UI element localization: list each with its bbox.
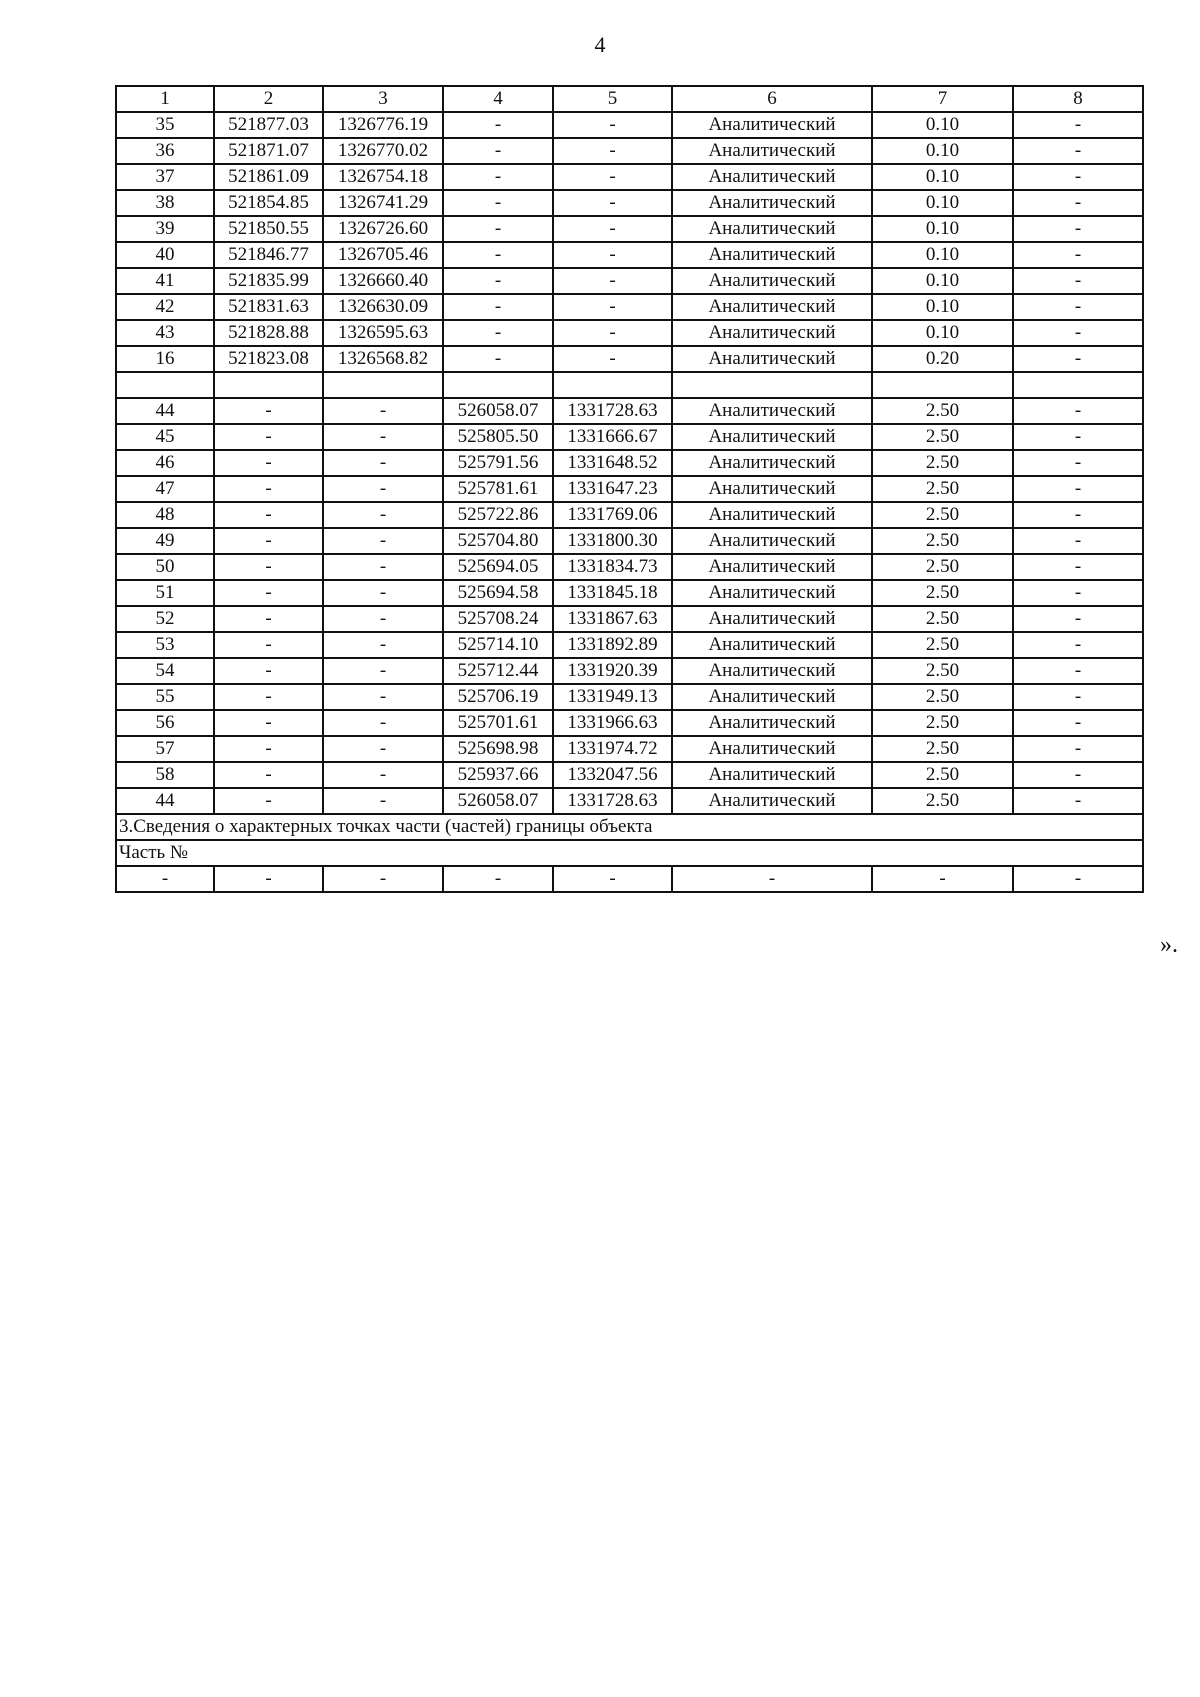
table-row xyxy=(116,268,1143,294)
table-cell: Аналитический xyxy=(672,554,872,580)
table-cell: 0.10 xyxy=(872,190,1013,216)
table-row xyxy=(116,294,1143,320)
empty-cell xyxy=(1013,372,1143,398)
table-cell: - xyxy=(323,788,443,814)
table-cell: 0.10 xyxy=(872,112,1013,138)
section-title-row xyxy=(116,814,1143,840)
table-cell: 2.50 xyxy=(872,684,1013,710)
table-cell: - xyxy=(443,164,553,190)
table-cell: - xyxy=(323,632,443,658)
table-cell: - xyxy=(1013,450,1143,476)
table-cell: 0.10 xyxy=(872,242,1013,268)
table-cell: 1331892.89 xyxy=(553,632,672,658)
table-cell: - xyxy=(1013,268,1143,294)
column-number-row xyxy=(116,86,1143,112)
empty-cell xyxy=(553,372,672,398)
table-cell: Аналитический xyxy=(672,320,872,346)
table-cell: 1326568.82 xyxy=(323,346,443,372)
table-cell: 525714.10 xyxy=(443,632,553,658)
table-cell: - xyxy=(323,684,443,710)
table-cell: 2.50 xyxy=(872,450,1013,476)
table-cell: - xyxy=(443,866,553,892)
table-cell: 0.10 xyxy=(872,268,1013,294)
table-row xyxy=(116,502,1143,528)
table-cell: 2.50 xyxy=(872,788,1013,814)
table-cell: 525791.56 xyxy=(443,450,553,476)
table-cell: 1326726.60 xyxy=(323,216,443,242)
table-cell: 1331800.30 xyxy=(553,528,672,554)
table-cell: 1331920.39 xyxy=(553,658,672,684)
table-cell: - xyxy=(553,216,672,242)
table-cell: - xyxy=(323,554,443,580)
table-row xyxy=(116,216,1143,242)
table-cell: Аналитический xyxy=(672,424,872,450)
table-cell: 525805.50 xyxy=(443,424,553,450)
table-cell: - xyxy=(1013,788,1143,814)
table-cell: 0.10 xyxy=(872,164,1013,190)
table-row xyxy=(116,476,1143,502)
table-cell: - xyxy=(1013,216,1143,242)
table-cell: 2.50 xyxy=(872,554,1013,580)
table-row xyxy=(116,632,1143,658)
table-cell: Аналитический xyxy=(672,580,872,606)
table-cell: - xyxy=(214,684,323,710)
table-cell: 521831.63 xyxy=(214,294,323,320)
table-cell: - xyxy=(323,658,443,684)
table-cell: - xyxy=(553,294,672,320)
table-cell: - xyxy=(553,112,672,138)
table-cell: 0.10 xyxy=(872,138,1013,164)
table-cell: - xyxy=(214,502,323,528)
column-number-cell: 6 xyxy=(672,86,872,112)
table-cell: Аналитический xyxy=(672,528,872,554)
table-row xyxy=(116,346,1143,372)
table-cell: Аналитический xyxy=(672,268,872,294)
table-cell: 2.50 xyxy=(872,398,1013,424)
table-cell: 525694.58 xyxy=(443,580,553,606)
table-cell: 49 xyxy=(116,528,214,554)
table-cell: 2.50 xyxy=(872,502,1013,528)
table-cell: - xyxy=(553,320,672,346)
table-cell: - xyxy=(214,554,323,580)
table-cell: 521871.07 xyxy=(214,138,323,164)
table-row xyxy=(116,762,1143,788)
table-cell: - xyxy=(323,502,443,528)
empty-cell xyxy=(116,372,214,398)
table-cell: - xyxy=(1013,320,1143,346)
table-cell: 41 xyxy=(116,268,214,294)
empty-cell xyxy=(323,372,443,398)
table-cell: 45 xyxy=(116,424,214,450)
table-row xyxy=(116,606,1143,632)
table-cell: - xyxy=(214,580,323,606)
section-title: 3.Сведения о характерных точках части (частей) границы объекта xyxy=(116,814,1143,840)
table-cell: - xyxy=(443,216,553,242)
table-cell: 2.50 xyxy=(872,580,1013,606)
table-cell: - xyxy=(1013,502,1143,528)
table-cell: Аналитический xyxy=(672,710,872,736)
table-cell: - xyxy=(1013,164,1143,190)
table-cell: - xyxy=(323,606,443,632)
table-cell: 1332047.56 xyxy=(553,762,672,788)
table-cell: 47 xyxy=(116,476,214,502)
table-cell: 2.50 xyxy=(872,424,1013,450)
table-cell: 1326595.63 xyxy=(323,320,443,346)
table-row xyxy=(116,190,1143,216)
column-number-cell: 8 xyxy=(1013,86,1143,112)
table-cell: Аналитический xyxy=(672,216,872,242)
table-cell: - xyxy=(214,632,323,658)
table-cell: - xyxy=(1013,424,1143,450)
table-row xyxy=(116,736,1143,762)
table-cell: - xyxy=(553,866,672,892)
table-cell: - xyxy=(1013,606,1143,632)
table-row xyxy=(116,554,1143,580)
table-cell: 50 xyxy=(116,554,214,580)
table-cell: 1326776.19 xyxy=(323,112,443,138)
table-cell: Аналитический xyxy=(672,502,872,528)
table-row xyxy=(116,242,1143,268)
table-cell: 2.50 xyxy=(872,762,1013,788)
table-cell: 521854.85 xyxy=(214,190,323,216)
table-cell: - xyxy=(443,320,553,346)
table-cell: 1331949.13 xyxy=(553,684,672,710)
table-cell: 525698.98 xyxy=(443,736,553,762)
table-cell: - xyxy=(553,138,672,164)
table-cell: 1331728.63 xyxy=(553,398,672,424)
table-cell: - xyxy=(443,268,553,294)
table-cell: 521835.99 xyxy=(214,268,323,294)
table-cell: Аналитический xyxy=(672,606,872,632)
table-cell: 44 xyxy=(116,398,214,424)
table-cell: 1326630.09 xyxy=(323,294,443,320)
table-cell: - xyxy=(553,346,672,372)
boundary-points-table xyxy=(115,85,1144,893)
table-cell: 525708.24 xyxy=(443,606,553,632)
table-cell: - xyxy=(214,762,323,788)
table-cell: - xyxy=(1013,710,1143,736)
table-cell: 1331647.23 xyxy=(553,476,672,502)
table-cell: - xyxy=(323,710,443,736)
table-cell: 51 xyxy=(116,580,214,606)
table-cell: - xyxy=(1013,658,1143,684)
table-cell: 525712.44 xyxy=(443,658,553,684)
table-cell: - xyxy=(214,398,323,424)
table-cell: 1331867.63 xyxy=(553,606,672,632)
table-row xyxy=(116,320,1143,346)
empty-cell xyxy=(872,372,1013,398)
closing-quote-mark: ». xyxy=(1160,932,1178,958)
table-cell: - xyxy=(214,788,323,814)
table-row xyxy=(116,684,1143,710)
table-cell: 58 xyxy=(116,762,214,788)
table-cell: Аналитический xyxy=(672,112,872,138)
table-cell: Аналитический xyxy=(672,138,872,164)
table-cell: 40 xyxy=(116,242,214,268)
table-cell: - xyxy=(1013,736,1143,762)
table-cell: - xyxy=(1013,762,1143,788)
table-cell: 46 xyxy=(116,450,214,476)
table-cell: - xyxy=(1013,242,1143,268)
table-cell: - xyxy=(1013,866,1143,892)
table-cell: 37 xyxy=(116,164,214,190)
table-cell: - xyxy=(323,528,443,554)
table-cell: 52 xyxy=(116,606,214,632)
table-cell: - xyxy=(1013,138,1143,164)
table-cell: 2.50 xyxy=(872,736,1013,762)
table-cell: - xyxy=(214,710,323,736)
table-cell: 16 xyxy=(116,346,214,372)
table-row xyxy=(116,424,1143,450)
table-cell: 2.50 xyxy=(872,606,1013,632)
table-cell: 521861.09 xyxy=(214,164,323,190)
table-cell: Аналитический xyxy=(672,190,872,216)
table-row xyxy=(116,580,1143,606)
table-cell: 525706.19 xyxy=(443,684,553,710)
column-number-cell: 2 xyxy=(214,86,323,112)
table-row xyxy=(116,398,1143,424)
table-cell: 0.10 xyxy=(872,294,1013,320)
table-row xyxy=(116,112,1143,138)
table-cell: 43 xyxy=(116,320,214,346)
table-cell: Аналитический xyxy=(672,658,872,684)
table-cell: - xyxy=(214,606,323,632)
table-cell: - xyxy=(1013,476,1143,502)
table-cell: - xyxy=(443,294,553,320)
table-cell: - xyxy=(323,762,443,788)
table-cell: 39 xyxy=(116,216,214,242)
table-cell: - xyxy=(323,450,443,476)
table-cell: 56 xyxy=(116,710,214,736)
table-cell: 48 xyxy=(116,502,214,528)
empty-cell xyxy=(214,372,323,398)
table-cell: Аналитический xyxy=(672,164,872,190)
table-cell: - xyxy=(1013,294,1143,320)
table-row xyxy=(116,164,1143,190)
table-cell: - xyxy=(323,866,443,892)
table-cell: 525722.86 xyxy=(443,502,553,528)
table-cell: - xyxy=(214,866,323,892)
table-cell: - xyxy=(443,112,553,138)
empty-cell xyxy=(443,372,553,398)
table-cell: Аналитический xyxy=(672,788,872,814)
table-cell: 525694.05 xyxy=(443,554,553,580)
table-cell: - xyxy=(553,268,672,294)
table-cell: 57 xyxy=(116,736,214,762)
table-row xyxy=(116,450,1143,476)
table-cell: 1326741.29 xyxy=(323,190,443,216)
page-number: 4 xyxy=(594,32,606,57)
table-cell: - xyxy=(214,736,323,762)
table-cell: - xyxy=(1013,398,1143,424)
table-cell: 1326770.02 xyxy=(323,138,443,164)
table-cell: 36 xyxy=(116,138,214,164)
table-cell: - xyxy=(323,580,443,606)
column-number-cell: 7 xyxy=(872,86,1013,112)
table-cell: - xyxy=(323,424,443,450)
table-cell: 525781.61 xyxy=(443,476,553,502)
column-number-cell: 4 xyxy=(443,86,553,112)
table-cell: 54 xyxy=(116,658,214,684)
table-cell: 0.10 xyxy=(872,320,1013,346)
table-cell: - xyxy=(1013,346,1143,372)
table-cell: - xyxy=(553,164,672,190)
table-cell: - xyxy=(1013,632,1143,658)
part-number-label: Часть № xyxy=(116,840,1143,866)
table-cell: 1331666.67 xyxy=(553,424,672,450)
table-cell: 526058.07 xyxy=(443,398,553,424)
table-cell: 44 xyxy=(116,788,214,814)
table-cell: - xyxy=(443,138,553,164)
table-cell: 1331845.18 xyxy=(553,580,672,606)
table-cell: 525937.66 xyxy=(443,762,553,788)
table-cell: - xyxy=(116,866,214,892)
table-cell: 2.50 xyxy=(872,710,1013,736)
table-cell: 2.50 xyxy=(872,528,1013,554)
table-cell: Аналитический xyxy=(672,476,872,502)
part-row xyxy=(116,866,1143,892)
table-cell: 1326705.46 xyxy=(323,242,443,268)
table-cell: 1331648.52 xyxy=(553,450,672,476)
table-cell: 1331728.63 xyxy=(553,788,672,814)
table-cell: - xyxy=(214,450,323,476)
table-cell: 55 xyxy=(116,684,214,710)
table-cell: 1326754.18 xyxy=(323,164,443,190)
column-number-cell: 3 xyxy=(323,86,443,112)
table-cell: - xyxy=(1013,112,1143,138)
table-cell: - xyxy=(443,346,553,372)
column-number-cell: 5 xyxy=(553,86,672,112)
table-row xyxy=(116,788,1143,814)
table-cell: 2.50 xyxy=(872,658,1013,684)
part-label-row xyxy=(116,840,1143,866)
table-cell: Аналитический xyxy=(672,684,872,710)
table-cell: 525701.61 xyxy=(443,710,553,736)
table-cell: - xyxy=(672,866,872,892)
table-row xyxy=(116,658,1143,684)
table-cell: - xyxy=(1013,190,1143,216)
table-cell: 521823.08 xyxy=(214,346,323,372)
table-cell: 0.10 xyxy=(872,216,1013,242)
table-cell: 1331974.72 xyxy=(553,736,672,762)
table-cell: - xyxy=(323,398,443,424)
table-cell: Аналитический xyxy=(672,294,872,320)
table-cell: 0.20 xyxy=(872,346,1013,372)
table-cell: Аналитический xyxy=(672,736,872,762)
table-cell: 1331966.63 xyxy=(553,710,672,736)
table-cell: 526058.07 xyxy=(443,788,553,814)
table-cell: - xyxy=(214,476,323,502)
table-cell: 1331834.73 xyxy=(553,554,672,580)
table-cell: - xyxy=(1013,580,1143,606)
table-cell: 1326660.40 xyxy=(323,268,443,294)
table-cell: - xyxy=(553,242,672,268)
table-cell: - xyxy=(1013,684,1143,710)
table-cell: - xyxy=(443,242,553,268)
table-cell: 521828.88 xyxy=(214,320,323,346)
table-cell: 521846.77 xyxy=(214,242,323,268)
table-cell: - xyxy=(553,190,672,216)
table-cell: 525704.80 xyxy=(443,528,553,554)
column-number-cell: 1 xyxy=(116,86,214,112)
table-cell: 35 xyxy=(116,112,214,138)
table-row xyxy=(116,710,1143,736)
table-cell: 42 xyxy=(116,294,214,320)
table-cell: - xyxy=(1013,528,1143,554)
table-cell: - xyxy=(323,476,443,502)
table-cell: - xyxy=(872,866,1013,892)
table-cell: 53 xyxy=(116,632,214,658)
table-cell: 38 xyxy=(116,190,214,216)
table-cell: - xyxy=(323,736,443,762)
empty-cell xyxy=(672,372,872,398)
table-cell: Аналитический xyxy=(672,450,872,476)
table-row xyxy=(116,528,1143,554)
table-cell: Аналитический xyxy=(672,762,872,788)
table-cell: - xyxy=(443,190,553,216)
table-row xyxy=(116,138,1143,164)
table-cell: 2.50 xyxy=(872,476,1013,502)
table-cell: 521850.55 xyxy=(214,216,323,242)
table-cell: - xyxy=(214,658,323,684)
separator-row xyxy=(116,372,1143,398)
table-cell: Аналитический xyxy=(672,346,872,372)
table-cell: Аналитический xyxy=(672,242,872,268)
table-cell: 1331769.06 xyxy=(553,502,672,528)
table-cell: Аналитический xyxy=(672,398,872,424)
table-cell: 521877.03 xyxy=(214,112,323,138)
table-cell: Аналитический xyxy=(672,632,872,658)
table-cell: 2.50 xyxy=(872,632,1013,658)
table-cell: - xyxy=(214,528,323,554)
table-cell: - xyxy=(214,424,323,450)
table-cell: - xyxy=(1013,554,1143,580)
